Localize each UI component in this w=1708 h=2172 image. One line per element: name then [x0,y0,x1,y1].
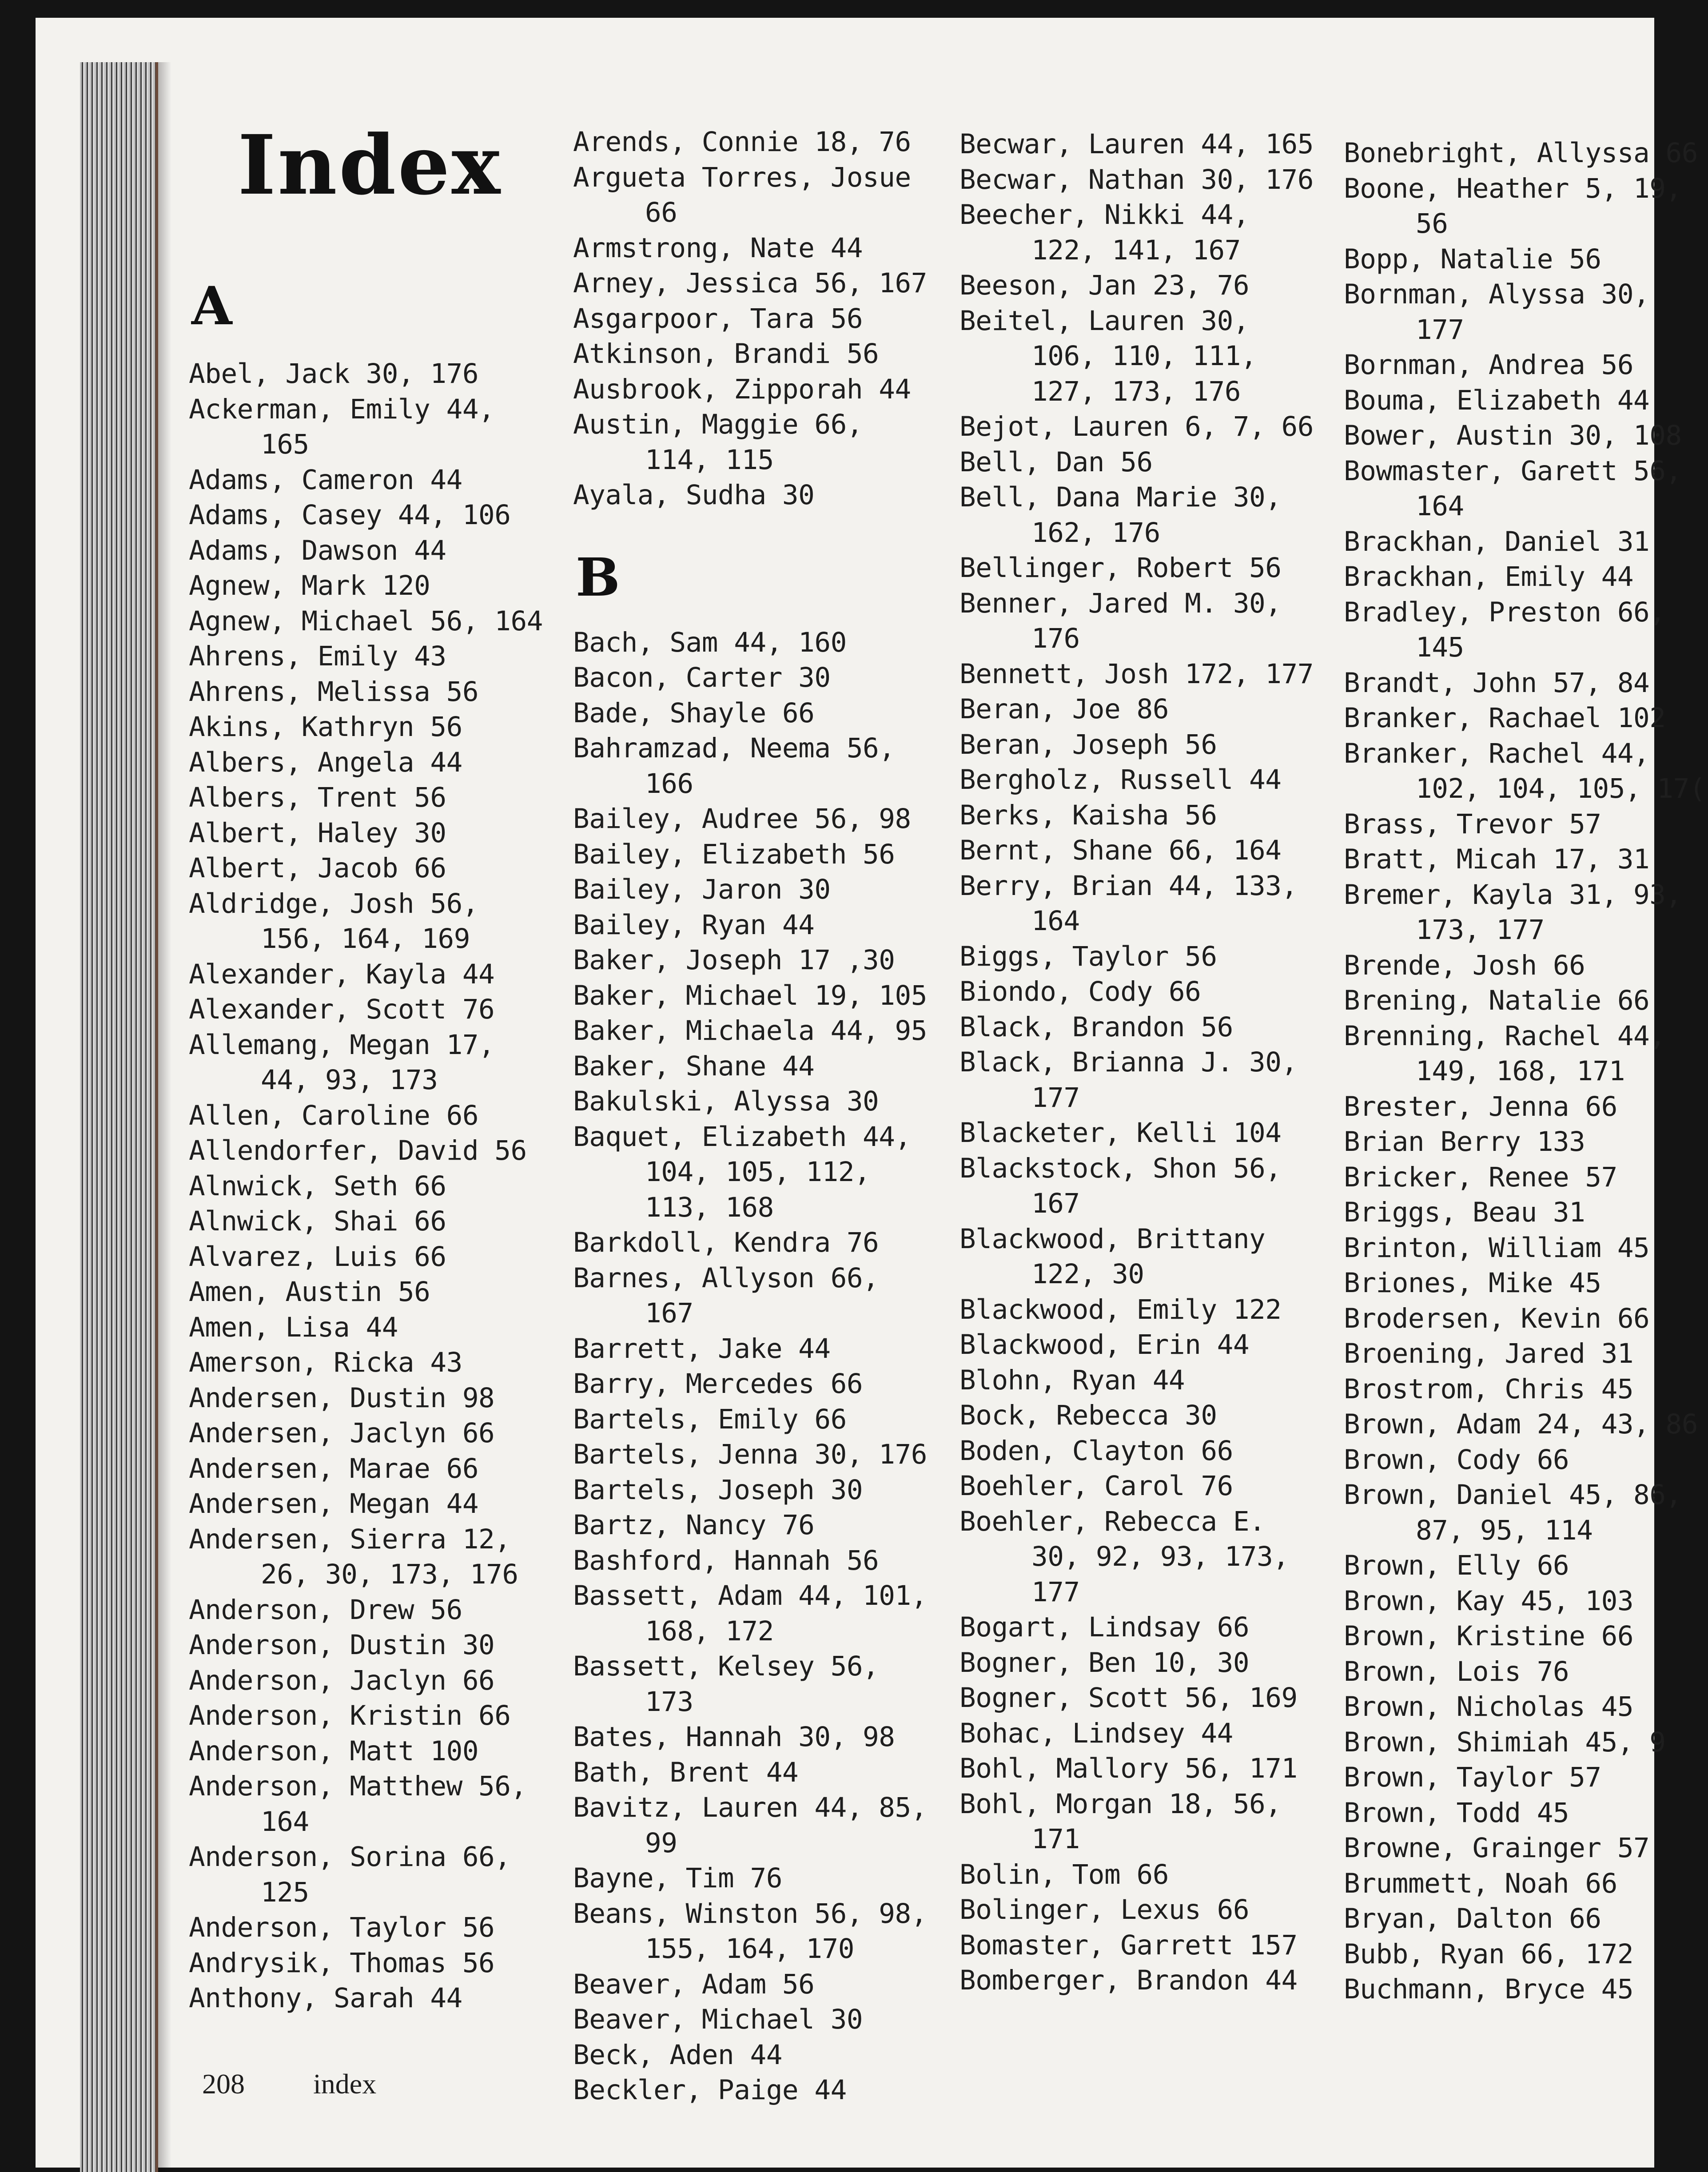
index-entry: Bubb, Ryan 66, 172 [1344,1938,1634,1970]
index-entry: Blackwood, Brittany 122, 30 [960,1223,1266,1290]
index-entry: Amerson, Ricka 43 [189,1347,462,1378]
index-entry: Bremer, Kayla 31, 93, 173, 177 [1344,879,1682,946]
index-entry: Brummett, Noah 66 [1344,1867,1617,1899]
index-entry: Bashford, Hannah 56 [573,1544,879,1576]
index-entry: Bellinger, Robert 56 [960,552,1282,584]
index-entry: Brown, Kristine 66 [1344,1620,1634,1652]
index-entry: Adams, Dawson 44 [189,534,446,566]
entry-list [960,127,1324,1998]
index-entry: Brackhan, Daniel 31 [1344,525,1650,557]
index-entry: Allendorfer, David 56 [189,1135,527,1166]
index-entry: Brende, Josh 66 [1344,949,1585,981]
index-entry: Brodersen, Kevin 66 [1344,1302,1650,1334]
index-entry: Boehler, Rebecca E. 30, 92, 93, 173, 177 [960,1505,1289,1608]
index-entry: Brass, Trevor 57 [1344,808,1601,840]
index-entry: Anderson, Matthew 56, 164 [189,1770,527,1838]
index-entry: Alexander, Scott 76 [189,994,495,1025]
index-entry: Bopp, Natalie 56 [1344,243,1601,275]
index-entry: Bassett, Adam 44, 101, 168, 172 [573,1580,927,1647]
index-entry: Beaver, Michael 30 [573,2004,863,2035]
index-entry: Blackstock, Shon 56, 167 [960,1152,1282,1219]
index-entry: Alnwick, Seth 66 [189,1170,446,1202]
index-entry: Beitel, Lauren 30, 106, 110, 111, 127, 173, 176 [960,305,1257,407]
index-entry: Blackwood, Emily 122 [960,1293,1282,1325]
index-entry: Brian Berry 133 [1344,1126,1585,1158]
index-entry: Adams, Cameron 44 [189,464,462,496]
page-number: 208 [202,2068,245,2100]
section-letter-b: B [576,546,620,608]
index-entry: Bornman, Andrea 56 [1344,349,1634,381]
index-entry: Bahramzad, Neema 56, 166 [573,732,895,800]
index-entry: Branker, Rachel 44, 102, 104, 105, 17( [1344,737,1706,804]
index-entry: Andrysik, Thomas 56 [189,1947,495,1979]
index-entry: Atkinson, Brandi 56 [573,338,879,370]
index-entry: Anderson, Drew 56 [189,1594,462,1626]
index-entry: Bates, Hannah 30, 98 [573,1721,895,1753]
index-entry: Bogner, Scott 56, 169 [960,1682,1298,1714]
index-entry: Bouma, Elizabeth 44 [1344,384,1650,416]
index-entry: Bailey, Elizabeth 56 [573,838,895,870]
index-entry: Arney, Jessica 56, 167 [573,267,927,299]
index-entry: Bejot, Lauren 6, 7, 66 [960,411,1314,442]
index-entry: Anderson, Matt 100 [189,1735,479,1767]
index-entry: Boone, Heather 5, 19, 56 [1344,172,1682,239]
index-entry: Becwar, Nathan 30, 176 [960,163,1314,195]
index-entry: Ahrens, Emily 43 [189,640,446,672]
index-entry: Brown, Daniel 45, 86, 87, 95, 114 [1344,1479,1682,1546]
index-entry: Anderson, Jaclyn 66 [189,1664,495,1696]
index-entry: Brandt, John 57, 84 [1344,667,1650,699]
entry-list [1344,135,1708,2007]
index-entry: Bath, Brent 44 [573,1756,799,1788]
gutter-shadow [158,62,171,2172]
index-entry: Baker, Michaela 44, 95 [573,1015,927,1046]
index-entry: Albers, Trent 56 [189,782,446,813]
index-entry: Bailey, Ryan 44 [573,909,815,941]
entry-list [573,625,937,2108]
index-entry: Alnwick, Shai 66 [189,1205,446,1237]
index-entry: Beaver, Adam 56 [573,1968,815,2000]
index-column-4 [1344,135,1708,2007]
index-entry: Asgarpoor, Tara 56 [573,302,863,334]
index-entry: Anderson, Taylor 56 [189,1912,495,1943]
index-entry: Anthony, Sarah 44 [189,1982,462,2014]
index-entry: Boehler, Carol 76 [960,1470,1233,1502]
index-entry: Argueta Torres, Josue 66 [573,161,911,228]
index-entry: Baker, Shane 44 [573,1050,815,1082]
index-entry: Becwar, Lauren 44, 165 [960,128,1314,160]
index-entry: Ausbrook, Zipporah 44 [573,373,911,405]
index-entry: Barkdoll, Kendra 76 [573,1227,879,1258]
index-entry: Alvarez, Luis 66 [189,1241,446,1273]
index-entry: Andersen, Jaclyn 66 [189,1417,495,1449]
index-entry: Brown, Cody 66 [1344,1444,1569,1476]
index-entry: Beeson, Jan 23, 76 [960,270,1250,301]
index-entry: Bryan, Dalton 66 [1344,1903,1601,1934]
index-entry: Brown, Shimiah 45, 9 [1344,1726,1666,1758]
index-entry: Anderson, Kristin 66 [189,1700,511,1731]
index-entry: Brown, Taylor 57 [1344,1762,1601,1793]
index-entry: Brenning, Rachel 44, 149, 168, 171 [1344,1020,1666,1087]
index-entry: Broening, Jared 31 [1344,1338,1634,1369]
index-entry: Bower, Austin 30, 108 [1344,420,1682,451]
index-entry: Brackhan, Emily 44 [1344,561,1634,593]
index-entry: Bohl, Mallory 56, 171 [960,1753,1298,1784]
index-entry: Andersen, Dustin 98 [189,1382,495,1414]
index-entry: Bailey, Audree 56, 98 [573,803,911,835]
index-entry: Albert, Haley 30 [189,817,446,849]
index-entry: Bartz, Nancy 76 [573,1509,815,1541]
index-entry: Branker, Rachael 102 [1344,702,1666,734]
index-entry: Bogart, Lindsay 66 [960,1611,1250,1643]
index-entry: Brown, Elly 66 [1344,1550,1569,1581]
index-entry: Albert, Jacob 66 [189,852,446,884]
footer-section-label: index [313,2068,377,2100]
index-entry: Aldridge, Josh 56, 156, 164, 169 [189,887,479,955]
index-entry: Brostrom, Chris 45 [1344,1373,1634,1405]
index-entry: Brown, Adam 24, 43, 86 [1344,1408,1698,1440]
index-entry: Bricker, Renee 57 [1344,1161,1617,1193]
index-column-1 [189,117,553,2016]
index-entry: Bennett, Josh 172, 177 [960,658,1314,690]
index-entry: Amen, Austin 56 [189,1276,430,1308]
index-entry: Boden, Clayton 66 [960,1435,1233,1467]
index-entry: Briggs, Beau 31 [1344,1197,1585,1228]
index-page [36,18,1706,2168]
index-entry: Beran, Joe 86 [960,693,1169,725]
index-entry: Bohl, Morgan 18, 56, 171 [960,1788,1282,1855]
index-entry: Blacketer, Kelli 104 [960,1117,1282,1149]
index-entry: Ayala, Sudha 30 [573,479,815,511]
index-entry: Agnew, Michael 56, 164 [189,605,543,637]
index-entry: Andersen, Sierra 12, 26, 30, 173, 176 [189,1523,518,1590]
index-entry: Barrett, Jake 44 [573,1333,831,1364]
index-entry: Bolin, Tom 66 [960,1858,1169,1890]
index-entry: Briones, Mike 45 [1344,1267,1601,1299]
index-entry: Brester, Jenna 66 [1344,1090,1617,1122]
index-entry: Bade, Shayle 66 [573,697,815,729]
index-entry: Ahrens, Melissa 56 [189,676,479,708]
entry-list [189,356,553,2016]
index-entry: Bock, Rebecca 30 [960,1400,1217,1431]
book-page-edges [80,62,158,2172]
index-entry: Armstrong, Nate 44 [573,232,863,264]
index-entry: Buchmann, Bryce 45 [1344,1973,1634,2005]
index-entry: Anderson, Dustin 30 [189,1629,495,1661]
index-entry: Bohac, Lindsey 44 [960,1717,1233,1749]
index-entry: Bornman, Alyssa 30, 177 [1344,278,1650,346]
index-entry: Albers, Angela 44 [189,746,462,778]
index-entry: Baker, Joseph 17 ,30 [573,944,895,976]
index-entry: Allemang, Megan 17, 44, 93, 173 [189,1029,495,1096]
index-entry: Bavitz, Lauren 44, 85, 99 [573,1792,927,1859]
index-entry: Bratt, Micah 17, 31 [1344,843,1650,875]
index-entry: Ackerman, Emily 44, 165 [189,393,495,460]
index-entry: Agnew, Mark 120 [189,570,430,601]
index-entry: Bartels, Emily 66 [573,1403,847,1435]
index-entry: Berry, Brian 44, 133, 164 [960,870,1298,937]
index-entry: Bonebright, Allyssa 66 [1344,137,1698,169]
index-entry: Bassett, Kelsey 56, 173 [573,1651,879,1718]
section-letter-a: A [191,275,232,337]
index-entry: Bartels, Jenna 30, 176 [573,1439,927,1470]
index-entry: Beckler, Paige 44 [573,2074,847,2106]
index-entry: Bach, Sam 44, 160 [573,626,847,658]
index-entry: Bell, Dan 56 [960,446,1153,478]
index-entry: Bell, Dana Marie 30, 162, 176 [960,481,1282,549]
index-entry: Brown, Lois 76 [1344,1655,1569,1687]
index-entry: Bailey, Jaron 30 [573,874,831,905]
index-entry: Baker, Michael 19, 105 [573,979,927,1011]
index-entry: Andersen, Megan 44 [189,1488,479,1520]
index-entry: Bacon, Carter 30 [573,662,831,693]
index-entry: Bartels, Joseph 30 [573,1474,863,1506]
index-entry: Bolinger, Lexus 66 [960,1894,1250,1925]
index-entry: Blackwood, Erin 44 [960,1329,1250,1360]
page-title: Index [238,117,502,213]
index-entry: Barnes, Allyson 66, 167 [573,1262,879,1329]
index-entry: Bayne, Tim 76 [573,1862,782,1894]
index-entry: Austin, Maggie 66, 114, 115 [573,409,863,476]
index-entry: Anderson, Sorina 66, 125 [189,1841,511,1908]
index-entry: Brown, Nicholas 45 [1344,1691,1634,1722]
index-entry: Andersen, Marae 66 [189,1452,479,1484]
index-entry: Bergholz, Russell 44 [960,764,1282,796]
index-entry: Blohn, Ryan 44 [960,1364,1185,1396]
index-entry: Adams, Casey 44, 106 [189,499,511,531]
index-entry: Bakulski, Alyssa 30 [573,1086,879,1117]
index-entry: Bomberger, Brandon 44 [960,1965,1298,1996]
index-entry: Black, Brianna J. 30, 177 [960,1046,1298,1114]
index-entry: Browne, Grainger 57 [1344,1832,1650,1864]
index-entry: Baquet, Elizabeth 44, 104, 105, 112, 113, 168 [573,1121,911,1223]
index-entry: Beran, Joseph 56 [960,728,1217,760]
index-entry: Beans, Winston 56, 98, 155, 164, 170 [573,1898,927,1965]
index-column-3 [960,127,1324,1998]
index-entry: Alexander, Kayla 44 [189,958,495,990]
index-entry: Arends, Connie 18, 76 [573,126,911,158]
index-entry: Biondo, Cody 66 [960,976,1201,1007]
index-column-2 [573,124,937,2108]
index-entry: Bowmaster, Garett 56, 164 [1344,455,1682,522]
index-entry: Biggs, Taylor 56 [960,940,1217,972]
index-entry: Brinton, William 45 [1344,1232,1650,1264]
index-entry: Berks, Kaisha 56 [960,799,1217,831]
index-entry: Beck, Aden 44 [573,2039,782,2071]
index-entry: Abel, Jack 30, 176 [189,358,479,390]
index-entry: Brening, Natalie 66 [1344,985,1650,1016]
index-entry: Bomaster, Garrett 157 [960,1929,1298,1961]
index-entry: Beecher, Nikki 44, 122, 141, 167 [960,199,1250,266]
index-entry: Barry, Mercedes 66 [573,1368,863,1400]
index-entry: Bernt, Shane 66, 164 [960,835,1282,866]
index-entry: Benner, Jared M. 30, 176 [960,587,1282,654]
index-entry: Bradley, Preston 66, 145 [1344,596,1666,663]
index-entry: Brown, Todd 45 [1344,1797,1569,1829]
entry-list [573,124,937,513]
index-entry: Akins, Kathryn 56 [189,711,462,743]
index-entry: Allen, Caroline 66 [189,1099,479,1131]
index-entry: Brown, Kay 45, 103 [1344,1585,1634,1617]
index-entry: Amen, Lisa 44 [189,1311,398,1343]
index-entry: Bogner, Ben 10, 30 [960,1647,1250,1679]
index-entry: Black, Brandon 56 [960,1011,1233,1043]
